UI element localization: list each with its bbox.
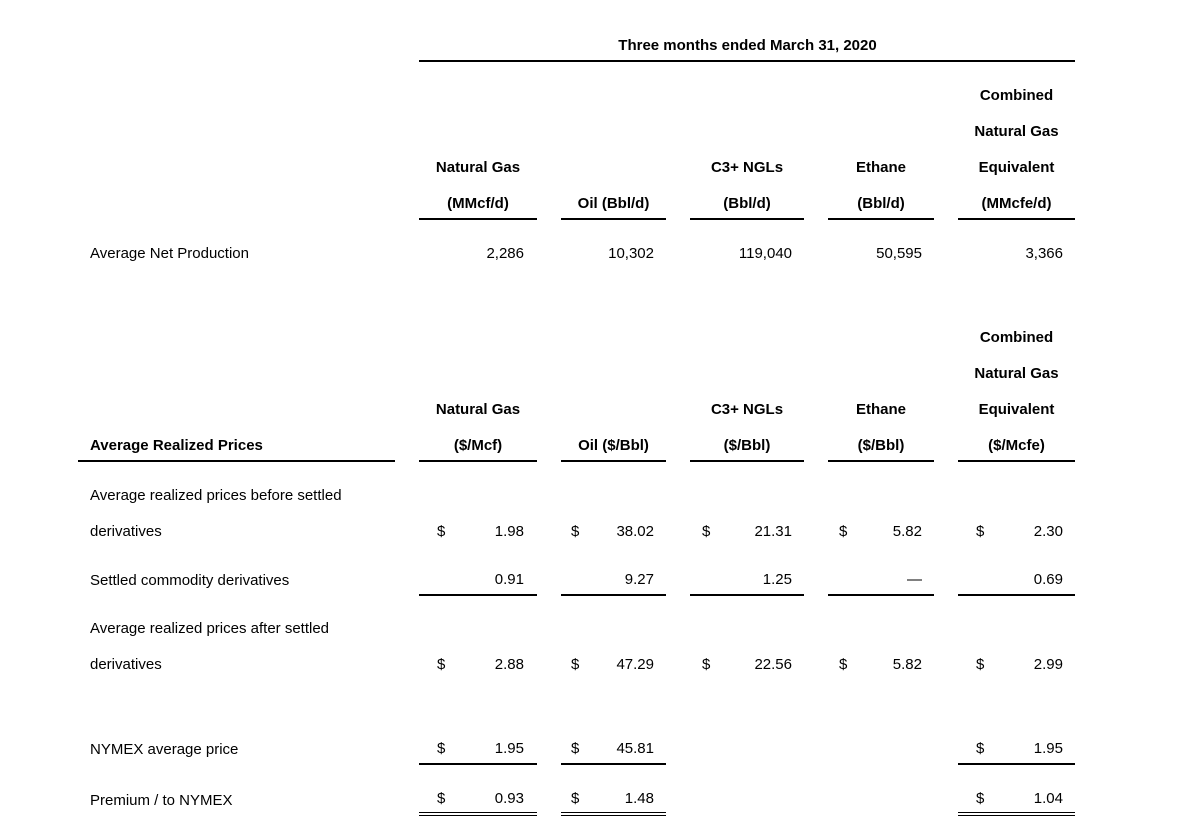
price-row5-col1-value: 0.93 xyxy=(494,790,524,807)
prices-header-col1-line4: ($/Mcf) xyxy=(453,437,503,454)
row-label-average-net-production: Average Net Production xyxy=(90,245,249,262)
prices-header-col5-line4: ($/Mcfe) xyxy=(988,437,1045,454)
production-header-col4-line3: Ethane xyxy=(855,159,906,176)
price-row5-col2-rule xyxy=(561,812,666,816)
price-row5-col1-currency: $ xyxy=(437,790,446,807)
section-label-underline xyxy=(78,460,395,462)
price-row4-col1-rule xyxy=(419,763,537,765)
price-row2-col5-rule xyxy=(958,594,1075,596)
price-row2-col4-value: — xyxy=(907,571,922,588)
price-row1-label-line1: Average realized prices before settled xyxy=(90,487,342,504)
prices-header-col3-line4: ($/Bbl) xyxy=(723,437,771,454)
production-header-col5-line3: Equivalent xyxy=(978,159,1055,176)
price-row5-col5-rule xyxy=(958,812,1075,816)
production-header-col5-line1: Combined xyxy=(979,87,1054,104)
price-row5-label-line1: Premium / to NYMEX xyxy=(90,792,233,809)
price-row1-col4-currency: $ xyxy=(839,523,848,540)
price-row4-col2-rule xyxy=(561,763,666,765)
price-row3-col2-currency: $ xyxy=(571,656,580,673)
price-row3-col2-value: 47.29 xyxy=(616,656,654,673)
production-header-col5-underline xyxy=(958,218,1075,220)
production-header-col1-line4: (MMcf/d) xyxy=(447,195,509,212)
price-row3-col4-currency: $ xyxy=(839,656,848,673)
title-underline xyxy=(419,60,1075,62)
production-header-col3-line3: C3+ NGLs xyxy=(710,159,784,176)
price-row2-col5-value: 0.69 xyxy=(1033,571,1063,588)
production-header-col4-line4: (Bbl/d) xyxy=(857,195,905,212)
price-row4-col1-currency: $ xyxy=(437,740,446,757)
production-header-col2-line4: Oil (Bbl/d) xyxy=(577,195,650,212)
prices-header-col5-line3: Equivalent xyxy=(978,401,1055,418)
prices-header-col4-line4: ($/Bbl) xyxy=(857,437,905,454)
production-value-col4: 50,595 xyxy=(876,245,922,262)
price-row3-col3-currency: $ xyxy=(702,656,711,673)
price-row3-col1-currency: $ xyxy=(437,656,446,673)
production-header-col5-line2: Natural Gas xyxy=(974,123,1059,140)
price-row1-col4-value: 5.82 xyxy=(892,523,922,540)
price-row1-col3-currency: $ xyxy=(702,523,711,540)
production-header-col1-underline xyxy=(419,218,537,220)
price-row1-col3-value: 21.31 xyxy=(754,523,792,540)
prices-header-col1-line3: Natural Gas xyxy=(435,401,521,418)
price-row2-col3-value: 1.25 xyxy=(762,571,792,588)
price-row3-col5-value: 2.99 xyxy=(1033,656,1063,673)
price-row4-col1-value: 1.95 xyxy=(494,740,524,757)
production-value-col1: 2,286 xyxy=(486,245,524,262)
prices-header-col1-underline xyxy=(419,460,537,462)
production-header-col1-line3: Natural Gas xyxy=(435,159,521,176)
price-row3-col1-value: 2.88 xyxy=(494,656,524,673)
prices-header-col4-line3: Ethane xyxy=(855,401,906,418)
price-row1-label-line2: derivatives xyxy=(90,523,162,540)
price-row2-col2-rule xyxy=(561,594,666,596)
price-row3-col4-value: 5.82 xyxy=(892,656,922,673)
price-row1-col5-value: 2.30 xyxy=(1033,523,1063,540)
prices-header-col3-line3: C3+ NGLs xyxy=(710,401,784,418)
price-row2-label-line1: Settled commodity derivatives xyxy=(90,572,290,589)
price-row4-col2-currency: $ xyxy=(571,740,580,757)
production-value-col3: 119,040 xyxy=(738,245,792,262)
prices-header-col5-line1: Combined xyxy=(979,329,1054,346)
price-row5-col2-currency: $ xyxy=(571,790,580,807)
price-row1-col1-value: 1.98 xyxy=(494,523,524,540)
prices-header-col4-underline xyxy=(828,460,934,462)
price-row3-col5-currency: $ xyxy=(976,656,985,673)
price-row1-col1-currency: $ xyxy=(437,523,446,540)
price-row2-col2-value: 9.27 xyxy=(624,571,654,588)
price-row5-col5-currency: $ xyxy=(976,790,985,807)
price-row4-col5-currency: $ xyxy=(976,740,985,757)
price-row3-col3-value: 22.56 xyxy=(754,656,792,673)
section-label-average-realized-prices: Average Realized Prices xyxy=(90,437,263,454)
price-row3-label-line2: derivatives xyxy=(90,656,162,673)
production-header-col4-underline xyxy=(828,218,934,220)
prices-header-col5-line2: Natural Gas xyxy=(974,365,1059,382)
production-value-col2: 10,302 xyxy=(608,245,654,262)
prices-header-col3-underline xyxy=(690,460,804,462)
price-row1-col2-value: 38.02 xyxy=(616,523,654,540)
price-row4-col2-value: 45.81 xyxy=(616,740,654,757)
price-row5-col5-value: 1.04 xyxy=(1033,790,1063,807)
prices-header-col2-underline xyxy=(561,460,666,462)
price-row4-label-line1: NYMEX average price xyxy=(90,741,239,758)
price-row5-col1-rule xyxy=(419,812,537,816)
price-row2-col1-value: 0.91 xyxy=(494,571,524,588)
price-row5-col2-value: 1.48 xyxy=(624,790,654,807)
price-row1-col5-currency: $ xyxy=(976,523,985,540)
production-header-col5-line4: (MMcfe/d) xyxy=(981,195,1052,212)
price-row2-col3-rule xyxy=(690,594,804,596)
price-row4-col5-value: 1.95 xyxy=(1033,740,1063,757)
price-row2-col4-rule xyxy=(828,594,934,596)
period-title: Three months ended March 31, 2020 xyxy=(618,37,877,54)
prices-header-col5-underline xyxy=(958,460,1075,462)
price-row4-col5-rule xyxy=(958,763,1075,765)
production-header-col2-underline xyxy=(561,218,666,220)
production-header-col3-underline xyxy=(690,218,804,220)
production-header-col3-line4: (Bbl/d) xyxy=(723,195,771,212)
price-row1-col2-currency: $ xyxy=(571,523,580,540)
prices-header-col2-line4: Oil ($/Bbl) xyxy=(578,437,649,454)
production-value-col5: 3,366 xyxy=(1025,245,1063,262)
price-row2-col1-rule xyxy=(419,594,537,596)
price-row3-label-line1: Average realized prices after settled xyxy=(90,620,330,637)
